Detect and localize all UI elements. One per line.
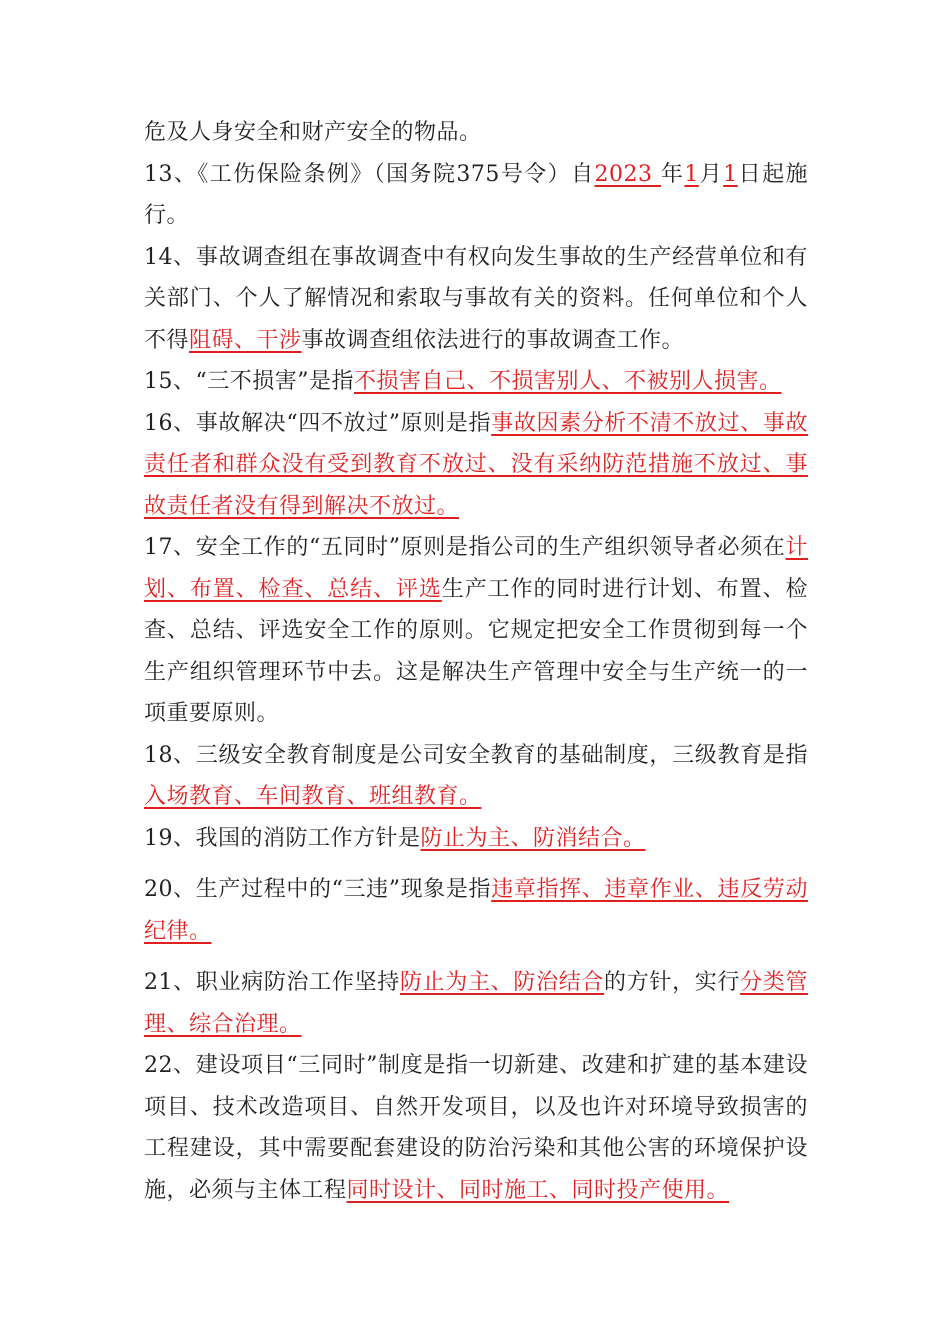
question-text: 年 xyxy=(660,161,685,187)
answer-text: 阻碍、干涉 xyxy=(189,327,302,353)
question-text: 13、《工伤保险条例》（国务院375号令）自 xyxy=(144,161,595,187)
question-text: 18、三级安全教育制度是公司安全教育的基础制度，三级教育是指 xyxy=(144,742,808,768)
answer-month: 1 xyxy=(684,161,699,187)
answer-text: 违章指挥、违章作业、违反劳动纪律。 xyxy=(144,877,808,944)
question-text: 的方针，实行 xyxy=(604,970,741,995)
paragraph-item-12-end xyxy=(144,112,808,154)
answer-text: 防止为主、防治结合 xyxy=(399,970,605,995)
paragraph-item-16 xyxy=(144,403,808,528)
answer-text: 入场教育、车间教育、班组教育。 xyxy=(144,784,482,809)
document-body xyxy=(144,112,808,1211)
question-text: 月 xyxy=(698,161,724,187)
paragraph-item-21 xyxy=(144,962,808,1045)
answer-text: 事故因素分析不清不放过、事故责任者和群众没有受到教育不放过、没有采纳防范措施不放过、事故责任者没有得到解决不放过。 xyxy=(144,410,808,519)
question-text: 15、“三不损害”是指 xyxy=(144,369,354,394)
question-text: 20、生产过程中的“三违”现象是指 xyxy=(144,877,492,902)
answer-text: 防止为主、防消结合。 xyxy=(420,825,646,851)
paragraph-item-15 xyxy=(144,361,808,403)
question-text: 14、事故调查组在事故调查中有权向发生事故的生产经营单位和有关部门、个人了解情况和索取与事故有关的资料。任何单位和个人不得 xyxy=(144,244,808,353)
question-text: 22、建设项目“三同时”制度是指一切新建、改建和扩建的基本建设项目、技术改造项目、自然开发项目，以及也许对环境导致损害的工程建设，其中需要配套建设的防治污染和其他公害的环境保护设施，必须与主体工程 xyxy=(144,1053,808,1203)
paragraph-item-13 xyxy=(144,154,808,237)
question-text: 17、安全工作的“五同时”原则是指公司的生产组织领导者必须在 xyxy=(144,535,786,560)
answer-text: 同时设计、同时施工、同时投产使用。 xyxy=(346,1177,730,1203)
question-text: 生产工作的同时进行计划、布置、检查、总结、评选安全工作的原则。它规定把安全工作贯彻到每一个生产组织管理环节中去。这是解决生产管理中安全与生产统一的一项重要原则。 xyxy=(144,576,808,726)
answer-year: 2023 xyxy=(594,161,661,187)
answer-text: 分类管理、综合治理。 xyxy=(144,970,808,1037)
question-text: 日起施行。 xyxy=(144,161,808,228)
question-text: 事故调查组依法进行的事故调查工作。 xyxy=(301,327,685,353)
answer-text: 不损害自己、不损害别人、不被别人损害。 xyxy=(354,369,782,394)
question-text: 16、事故解决“四不放过”原则是指 xyxy=(144,410,492,436)
paragraph-text: 危及人身安全和财产安全的物品。 xyxy=(144,120,482,145)
question-text: 21、职业病防治工作坚持 xyxy=(144,970,400,995)
paragraph-item-20 xyxy=(144,869,808,952)
paragraph-item-18 xyxy=(144,735,808,818)
answer-day: 1 xyxy=(723,161,738,187)
question-text: 19、我国的消防工作方针是 xyxy=(144,825,421,851)
answer-text: 计划、布置、检查、总结、评选 xyxy=(144,535,808,602)
paragraph-item-19 xyxy=(144,818,808,860)
paragraph-item-17 xyxy=(144,527,808,735)
paragraph-item-22 xyxy=(144,1045,808,1211)
paragraph-item-14 xyxy=(144,237,808,362)
